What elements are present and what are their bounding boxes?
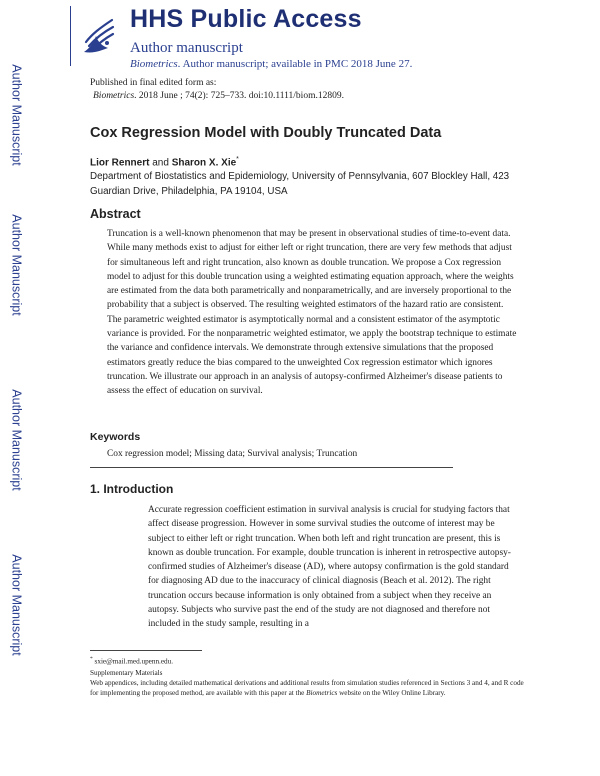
hhs-eagle-logo-icon [80,12,118,58]
abstract-text: Truncation is a well-known phenomenon that may be present in observational studies of time-to-event data. While many methods exist to adjust for either left or right truncation, there are very few methods that adjust for simultaneous left and right truncation, also known as double truncation. We propose a Cox regression model to adjust for this double truncation using a weighted estimating equation approach, where the weights are estimated from the data both parametrically and nonparametrically, and are inversely proportional to the probability that a subject is observed. The resulting weighted estimators of the hazard ratio are consistent. The parametric weighted estimator is asymptotically normal and a consistent estimator of the asymptotic variance is provided. For the nonparametric weighted estimator, we apply the bootstrap technique to estimate the variance and confidence intervals. We demonstrate through extensive simulations that the proposed estimators greatly reduce the bias compared to the unweighted Cox regression estimator which ignores truncation. We illustrate our approach in an analysis of autopsy-confirmed Alzheimer's disease patients to assess the effect of education on survival. [107,229,517,397]
abstract-heading: Abstract [90,207,141,221]
author-list: Lior Rennert and Sharon X. Xie* [90,156,239,169]
introduction-heading: 1. Introduction [90,482,174,496]
corresponding-email: * sxie@mail.med.upenn.edu. [90,656,174,666]
author-name: Sharon X. Xie [171,157,237,169]
paper-title: Cox Regression Model with Doubly Truncated Data [90,125,442,141]
keywords-heading: Keywords [90,431,141,443]
affiliation: Department of Biostatistics and Epidemiology, University of Pennsylvania, 607 Blockley Hall, 423 Guardian Drive, Philadelphia, PA 19104, USA [90,171,510,197]
hhs-public-access-title: HHS Public Access [130,5,362,33]
supplementary-text: Web appendices, including detailed mathematical derivations and additional results from simulation studies referenced in Sections 3 and 4, and R code for implementing the proposed method, are available with this paper at the Biometrics website on the Wiley Online Library. [90,679,524,697]
citation: Biometrics. 2018 June ; 74(2): 725–733. doi:10.1111/biom.12809. [93,91,344,101]
author-manuscript-stamp-2: Author Manuscript [10,214,24,316]
author-manuscript-stamp-1: Author Manuscript [10,64,24,166]
pmc-availability: Biometrics. Author manuscript; available in PMC 2018 June 27. [130,58,413,70]
divider [90,467,453,468]
author-manuscript-stamp-4: Author Manuscript [10,554,24,656]
author-manuscript-label: Author manuscript [130,40,243,56]
published-label: Published in final edited form as: [90,78,217,88]
keywords-text: Cox regression model; Missing data; Survival analysis; Truncation [107,449,358,459]
supplementary-heading: Supplementary Materials [90,669,163,677]
header-divider [70,6,71,66]
author-name: Lior Rennert [90,157,150,169]
introduction-text: Accurate regression coefficient estimation in survival analysis is crucial for studying factors that affect disease progression. However in some survival studies the outcome of interest may be subject to either left or right truncation. When both left and right truncation are present, this is known as double truncation. For example, double truncation is inherent in retrospective autopsy-confirmed studies of Alzheimer's disease (AD), where autopsy confirmation is the gold standard for diagnosing AD due to the inaccuracy of clinical diagnosis (Beach et al. 2012). The right truncation occurs because information is only obtained from a subject when they receive an autopsy. Subjects who survive past the end of the study are not diagnosed and therefore not included in the study sample, resulting in a [148,505,511,629]
footnote-divider [90,650,202,651]
author-manuscript-stamp-3: Author Manuscript [10,389,24,491]
